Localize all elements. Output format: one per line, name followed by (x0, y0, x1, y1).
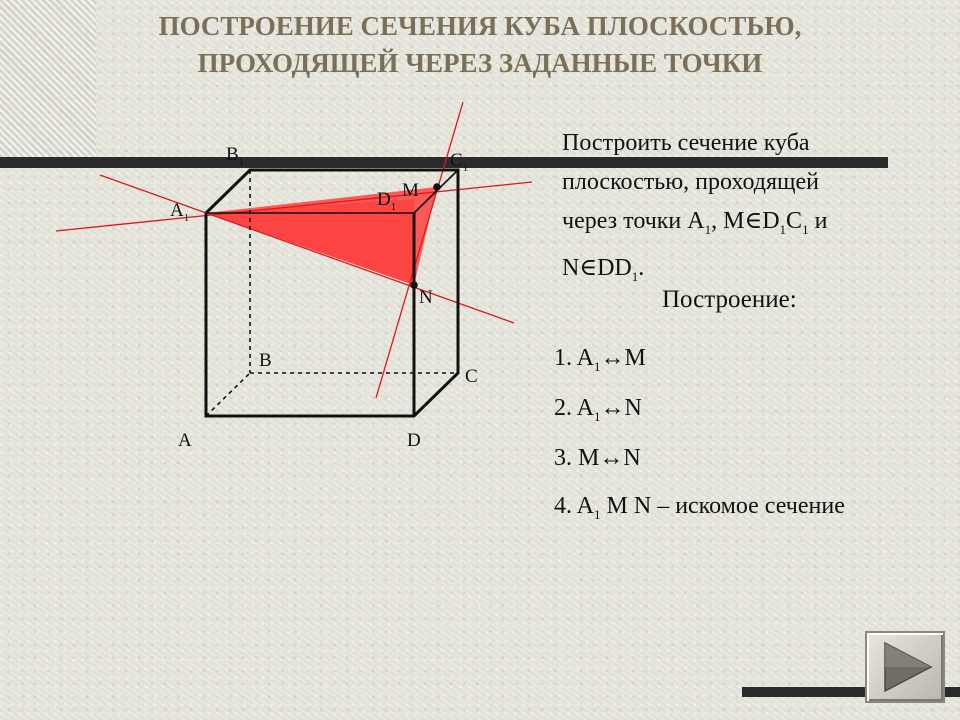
label-d: D (407, 430, 421, 451)
label-a1: $A_1$ (170, 200, 190, 224)
construction-step-3: 3. M↔N (554, 445, 641, 471)
construction-step-1: 1. $A_1\leftrightarrow M$ (554, 345, 646, 374)
label-c: C (465, 366, 478, 387)
label-d1: $D_1$ (377, 189, 397, 213)
task-statement (562, 124, 942, 296)
title-line-1: ПОСТРОЕНИЕ СЕЧЕНИЯ КУБА ПЛОСКОСТЬЮ, (158, 11, 802, 41)
next-slide-button[interactable] (865, 631, 945, 703)
label-b1: $B_1$ (226, 144, 245, 168)
construction-step-4: 4. $A_1$ M N – искомое сечение (554, 493, 845, 522)
task-line-4: $N\in DD_1$. (562, 254, 645, 284)
task-line-2: плоскостью, проходящей (562, 169, 819, 195)
label-a: A (178, 430, 192, 451)
label-c1: $C_1$ (450, 150, 469, 174)
line-a1-n (100, 175, 514, 323)
play-triangle-icon (867, 633, 943, 701)
point-n (410, 281, 418, 289)
construction-title: Построение: (662, 286, 797, 313)
title-line-2: ПРОХОДЯЩЕЙ ЧЕРЕЗ ЗАДАННЫЕ ТОЧКИ (197, 48, 763, 78)
task-line-3: через точки $A_1$, $M\in D_1C_1$ и (562, 208, 828, 237)
construction-step-2: 2. $A_1\leftrightarrow N$ (554, 395, 642, 424)
label-m: M (402, 180, 419, 201)
label-n: N (419, 287, 433, 308)
task-line-1: Построить сечение куба (562, 130, 810, 156)
point-m (433, 183, 441, 191)
label-b: B (259, 350, 272, 371)
